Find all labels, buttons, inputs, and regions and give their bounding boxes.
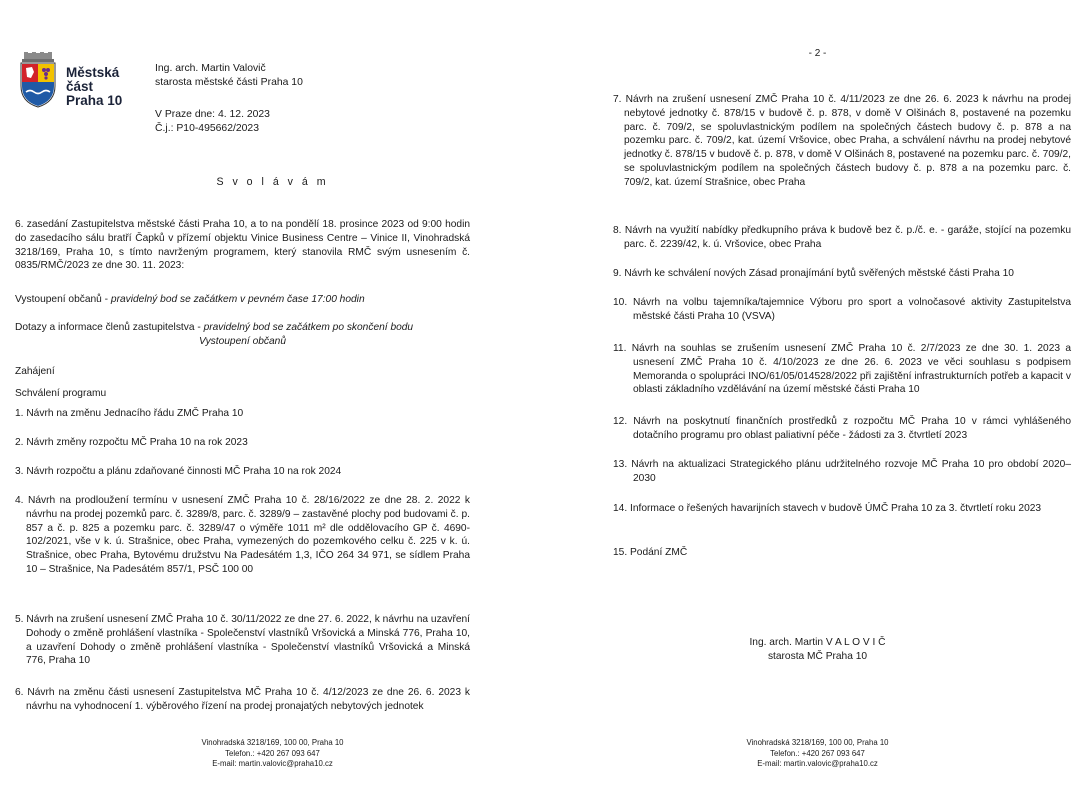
questions-note-2: Vystoupení občanů [198,335,287,347]
questions-label: Dotazy a informace členů zastupitelstva - [15,322,204,333]
coat-of-arms-icon [18,52,58,108]
date-block [155,108,270,136]
logo-wordmark [66,66,122,108]
sender-name: Ing. arch. Martin Valovič [155,63,266,74]
agenda-item-5: 5. Návrh na zrušení usnesení ZMČ Praha 10 č. 30/11/2022 ze dne 27. 6. 2022, k návrhu na uzavření Dohody o změně prohlášení vlastníka - Společenství vlastníků Vršovická a Minská 776, Praha 10, a uzavření Dohody o změně prohlášení vlastníka - Společenství vlastníků Vršovická a Minská 776, Praha 10 [15,614,470,667]
footer-address: Vinohradská 3218/169, 100 00, Praha 10 [746,738,889,747]
footer-email: E-mail: martin.valovic@praha10.cz [757,759,878,768]
agenda-item-8: 8. Návrh na využití nabídky předkupního práva k budově bez č. p./č. e. - garáže, stojící na pozemku parc. č. 2239/42, k. ú. Vršovice, obec Praha [613,225,1071,250]
agenda-item-7: 7. Návrh na zrušení usnesení ZMČ Praha 10 č. 4/11/2023 ze dne 26. 6. 2023 k návrhu na prodej nebytové jednotky č. 878/15 v budově č. p. 878, v domě V Olšinách 8, postavené na pozemku parc. č. 709/2, se spoluvlastnickým podílem na společných částech budovy č. p. 878 a na pozemku parc. č. 709/2, kat. území Vršovice, obec Praha, a schválení návrhu na prodej nebytové jednotky č. 878/15 v budově č. p. 878, v domě V Olšinách 8, postavené na pozemku parc. č. 709/2, se spoluvlastnickým podílem na společných částech budovy č. p. 878 a na pozemku parc. č. 709/2, kat. území Strašnice, obec Praha [613,94,1071,188]
page-number: - 2 - [808,48,827,59]
logo-line-1: Městská [66,65,120,80]
document-page-2 [545,0,1090,790]
document-heading: S v o l á v á m [216,176,329,188]
agenda-item-9: 9. Návrh ke schválení nových Zásad pronajímání bytů svěřených městské části Praha 10 [613,268,1014,279]
citizens-note: pravidelný bod se začátkem v pevném čase 17:00 hodin [110,294,365,305]
footer-email: E-mail: martin.valovic@praha10.cz [212,759,333,768]
municipality-logo [18,52,138,112]
signature-role: starosta MČ Praha 10 [767,651,868,662]
agenda-item-3: 3. Návrh rozpočtu a plánu zdaňované činnosti MČ Praha 10 na rok 2024 [15,466,342,477]
signature-name: Ing. arch. Martin V A L O V I Č [749,637,886,648]
agenda-item-14: 14. Informace o řešených havarijních stavech v budově ÚMČ Praha 10 za 3. čtvrtletí roku 2023 [613,503,1042,514]
agenda-item-4: 4. Návrh na prodloužení termínu v usnesení ZMČ Praha 10 č. 28/16/2022 ze dne 28. 2. 2022 k návrhu na prodej pozemků parc. č. 3289/8, parc. č. 3289/9 – zastavěné plochy pod budovami č. p. 857 a č. p. 825 a pozemku parc. č. 3289/47 o výměře 1011 m² dle oddělovacího GP č. 4690-102/2021, vše v k. ú. Strašnice, obec Praha, vymezených do pozemkového celku č. 225 v k. ú. Strašnice, obec Praha, Bytovému družstvu Na Padesátém 1,3, IČO 264 34 971, se sídlem Praha 10 – Strašnice, Na Padesátém 857/1, PSČ 100 00 [15,495,470,575]
citizens-label: Vystoupení občanů - [15,294,111,305]
agenda-item-1: 1. Návrh na změnu Jednacího řádu ZMČ Praha 10 [15,408,244,419]
agenda-item-12: 12. Návrh na poskytnutí finančních prostředků z rozpočtu MČ Praha 10 v rámci vyhlášeného dotačního programu pro oblast paliativní péče - žádosti za 3. čtvrtletí 2023 [613,416,1071,441]
logo-line-2: část [66,79,94,94]
intro-paragraph: 6. zasedání Zastupitelstva městské části Praha 10, a to na pondělí 18. prosince 2023 od 9:00 hodin do zasedacího sálu bratří Čapků v přízemí objektu Vinice Business Centre – Vinice II, Vinohradská 3218/169, Praha 10, s tímto navrženým programem, který stanovila RMČ svým usnesením č. 0835/RMČ/2023 ze dne 30. 11. 2023: [15,219,470,272]
agenda-item-15: 15. Podání ZMČ [613,547,688,558]
questions-line [15,321,470,349]
citizens-line [15,293,470,307]
agenda-item-13: 13. Návrh na aktualizaci Strategického plánu udržitelného rozvoje MČ Praha 10 pro období 2020–2030 [613,459,1071,484]
questions-note: pravidelný bod se začátkem po skončení bodu [203,322,414,333]
logo-line-3: Praha 10 [66,93,123,108]
sender-role: starosta městské části Praha 10 [155,77,303,88]
place-date: V Praze dne: 4. 12. 2023 [155,109,270,120]
agenda-item-2: 2. Návrh změny rozpočtu MČ Praha 10 na rok 2023 [15,437,248,448]
reference-number: Č.j.: P10-495662/2023 [155,123,259,134]
agenda-item-11: 11. Návrh na souhlas se zrušením usnesení ZMČ Praha 10 č. 2/7/2023 ze dne 30. 1. 2023 a usnesení ZMČ Praha 10 č. 4/10/2023 ze dne 26. 6. 2023 ve věci souhlasu s podpisem Memoranda o spolupráci INO/61/05/014528/2022 při zajištění infrastrukturních potřeb a kapacit v oblasti základního vzdělávání na území městské části Praha 10 [613,343,1071,396]
footer-address: Vinohradská 3218/169, 100 00, Praha 10 [201,738,344,747]
opening-item: Zahájení [15,366,55,377]
sender-block [155,62,303,90]
signature-block [545,636,1090,664]
footer-phone: Telefon.: +420 267 093 647 [225,748,320,758]
agenda-item-6: 6. Návrh na změnu části usnesení Zastupitelstva MČ Praha 10 č. 4/12/2023 ze dne 26. 6. 2023 k návrhu na vyhodnocení 1. výběrového řízení na prodej pronajatých nebytových jednotek [15,687,470,712]
page-footer [545,738,1090,770]
page-footer [0,738,545,770]
agenda-item-10: 10. Návrh na volbu tajemníka/tajemnice Výboru pro sport a volnočasové aktivity Zastupitelstva městské části Praha 10 (VSVA) [613,297,1071,322]
approval-item: Schválení programu [15,388,107,399]
footer-phone: Telefon.: +420 267 093 647 [770,748,865,758]
